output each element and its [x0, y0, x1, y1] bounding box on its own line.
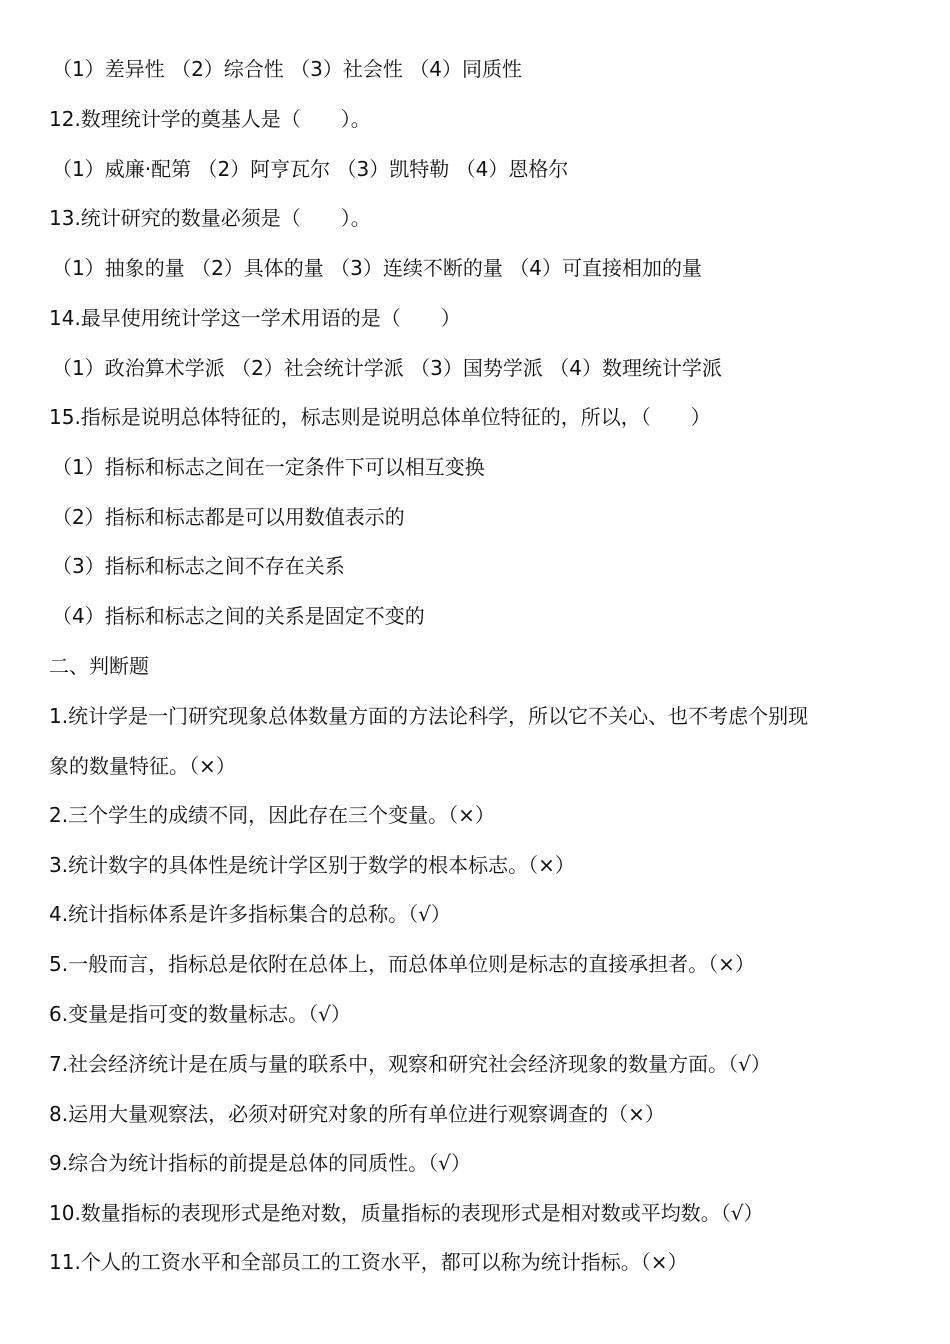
judgment-1-part-2: 象的数量特征。（×）	[49, 754, 236, 778]
judgment-6: 6.变量是指可变的数量标志。（√）	[49, 1002, 351, 1026]
judgment-9: 9.综合为统计指标的前提是总体的同质性。（√）	[49, 1151, 471, 1175]
judgment-10: 10.数量指标的表现形式是绝对数，质量指标的表现形式是相对数或平均数。（√）	[49, 1201, 764, 1225]
option-q15-1: （1）指标和标志之间在一定条件下可以相互变换	[52, 455, 485, 479]
option-q15-3: （3）指标和标志之间不存在关系	[52, 554, 345, 578]
judgment-1-part-1: 1.统计学是一门研究现象总体数量方面的方法论科学，所以它不关心、也不考虑个别现	[49, 704, 809, 728]
judgment-8: 8.运用大量观察法，必须对研究对象的所有单位进行观察调查的（×）	[49, 1102, 665, 1126]
judgment-5: 5.一般而言，指标总是依附在总体上，而总体单位则是标志的直接承担者。（×）	[49, 952, 755, 976]
options-q13: （1）抽象的量 （2）具体的量 （3）连续不断的量 （4）可直接相加的量	[52, 256, 702, 280]
section-heading: 二、判断题	[49, 654, 149, 678]
question-12: 12.数理统计学的奠基人是（ ）。	[49, 107, 371, 131]
question-13: 13.统计研究的数量必须是（ ）。	[49, 206, 371, 230]
options-q14: （1）政治算术学派 （2）社会统计学派 （3）国势学派 （4）数理统计学派	[52, 356, 722, 380]
judgment-2: 2.三个学生的成绩不同，因此存在三个变量。（×）	[49, 803, 495, 827]
judgment-4: 4.统计指标体系是许多指标集合的总称。（√）	[49, 902, 451, 926]
options-q12: （1）威廉·配第 （2）阿亨瓦尔 （3）凯特勒 （4）恩格尔	[52, 157, 569, 181]
options-q11: （1）差异性 （2）综合性 （3）社会性 （4）同质性	[52, 57, 522, 81]
judgment-7: 7.社会经济统计是在质与量的联系中，观察和研究社会经济现象的数量方面。（√）	[49, 1052, 771, 1076]
question-14: 14.最早使用统计学这一学术用语的是（ ）	[49, 306, 461, 330]
judgment-3: 3.统计数字的具体性是统计学区别于数学的根本标志。（×）	[49, 853, 575, 877]
option-q15-4: （4）指标和标志之间的关系是固定不变的	[52, 604, 425, 628]
judgment-11: 11.个人的工资水平和全部员工的工资水平，都可以称为统计指标。（×）	[49, 1250, 688, 1274]
question-15: 15.指标是说明总体特征的，标志则是说明总体单位特征的，所以，（ ）	[49, 405, 711, 429]
option-q15-2: （2）指标和标志都是可以用数值表示的	[52, 505, 405, 529]
